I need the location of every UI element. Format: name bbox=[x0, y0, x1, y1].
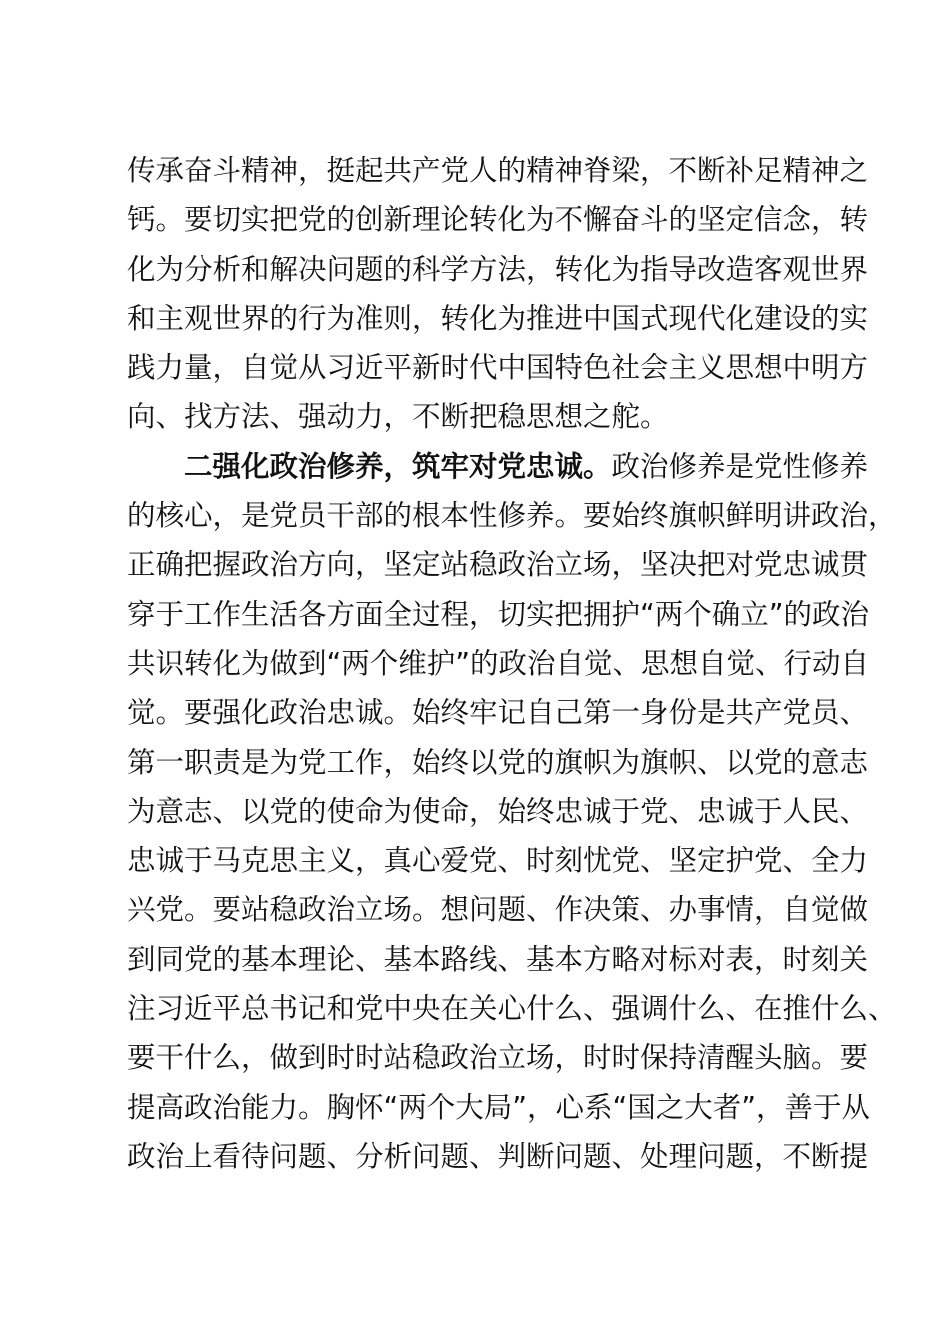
paragraph-line: 传承奋斗精神，挺起共产党人的精神脊梁，不断补足精神之 bbox=[127, 154, 869, 187]
paragraph-line: 第一职责是为党工作，始终以党的旗帜为旗帜、以党的意志 bbox=[127, 745, 869, 779]
paragraph-line: 钙。要切实把党的创新理论转化为不懈奋斗的坚定信念，转 bbox=[127, 203, 869, 237]
section-heading-rest: 政治修养是党性修养 bbox=[611, 449, 869, 483]
paragraph-line: 兴党。要站稳政治立场。想问题、作决策、办事情，自觉做 bbox=[127, 893, 869, 927]
paragraph-line: 政治上看待问题、分析问题、判断问题、处理问题，不断提 bbox=[127, 1139, 869, 1173]
paragraph-line: 觉。要强化政治忠诚。始终牢记自己第一身份是共产党员、 bbox=[127, 696, 869, 730]
paragraph-line: 践力量，自觉从习近平新时代中国特色社会主义思想中明方 bbox=[127, 351, 869, 385]
paragraph-line: 忠诚于马克思主义，真心爱党、时刻忧党、坚定护党、全力 bbox=[127, 844, 869, 878]
body-text bbox=[127, 146, 897, 1181]
section-heading: 二强化政治修养，筑牢对党忠诚。 bbox=[184, 449, 612, 483]
paragraph-line: 提高政治能力。胸怀“两个大局”，心系“国之大者”，善于从 bbox=[127, 1090, 871, 1124]
paragraph-line: 穿于工作生活各方面全过程，切实把拥护“两个确立”的政治 bbox=[127, 597, 870, 631]
section-heading-line bbox=[127, 442, 869, 491]
paragraph-line: 化为分析和解决问题的科学方法，转化为指导改造客观世界 bbox=[127, 252, 869, 286]
paragraph-line: 到同党的基本理论、基本路线、基本方略对标对表，时刻关 bbox=[127, 942, 869, 976]
paragraph-line: 和主观世界的行为准则，转化为推进中国式现代化建设的实 bbox=[127, 301, 869, 335]
paragraph-line: 的核心，是党员干部的根本性修养。要始终旗帜鲜明讲政治， bbox=[127, 499, 897, 533]
paragraph-line: 为意志、以党的使命为使命，始终忠诚于党、忠诚于人民、 bbox=[127, 794, 869, 828]
paragraph-line: 正确把握政治方向，坚定站稳政治立场，坚决把对党忠诚贯 bbox=[127, 548, 869, 582]
paragraph-line: 向、找方法、强动力，不断把稳思想之舵。 bbox=[127, 400, 669, 434]
paragraph-line: 要干什么，做到时时站稳政治立场，时时保持清醒头脑。要 bbox=[127, 1041, 869, 1075]
paragraph-line: 共识转化为做到“两个维护”的政治自觉、思想自觉、行动自 bbox=[127, 646, 870, 680]
paragraph-line: 注习近平总书记和党中央在关心什么、强调什么、在推什么、 bbox=[127, 992, 897, 1026]
